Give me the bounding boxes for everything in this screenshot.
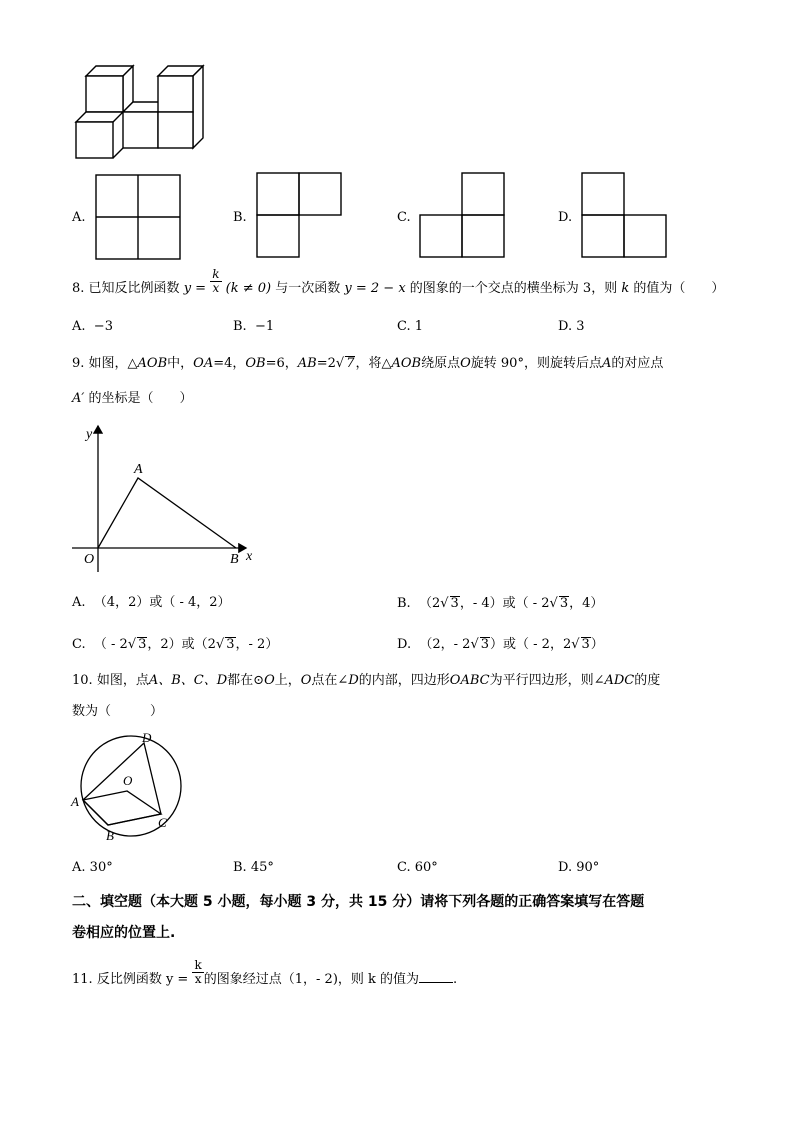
q10-option-c-letter: C. bbox=[397, 860, 411, 875]
q9-o: O bbox=[460, 356, 471, 371]
q9-eq2: =2 bbox=[316, 356, 336, 371]
q10-option-d-letter: D. bbox=[558, 860, 573, 875]
q10-point-a-label: A bbox=[71, 794, 79, 809]
q10-o2: O bbox=[300, 673, 312, 688]
q9-oa: OA bbox=[193, 356, 214, 371]
q9-option-d-r2: 3 bbox=[581, 637, 590, 652]
q9-text-b: 中， bbox=[167, 356, 194, 371]
q9-option-c-r2: 3 bbox=[226, 637, 235, 652]
q9-option-b-p1: （2 bbox=[418, 596, 441, 611]
q10-option-c-value: 60° bbox=[414, 860, 438, 875]
q8-option-b[interactable] bbox=[233, 320, 274, 333]
q10-text-c: 上， bbox=[274, 673, 301, 688]
q10-point-o-label: O bbox=[123, 773, 133, 788]
q8-option-a-value: −3 bbox=[93, 319, 113, 334]
q10-oabc: OABC bbox=[449, 673, 490, 688]
q10-adc: ADC bbox=[604, 673, 635, 688]
q9-sqrt7: 7 bbox=[346, 356, 355, 371]
q10-point-c-label: C bbox=[158, 815, 167, 830]
q9-option-b-r2: 3 bbox=[559, 596, 569, 611]
q10-d: D bbox=[348, 673, 359, 688]
q10-text-g: 的度 bbox=[634, 673, 661, 688]
q9-text-c: ，将△ bbox=[355, 356, 392, 371]
q7-option-a-label: A. bbox=[72, 210, 86, 225]
q10-text-f: 为平行四边形，则∠ bbox=[489, 673, 605, 688]
q7-option-a-figure bbox=[95, 174, 185, 264]
q11-text-a: 反比例函数 y = bbox=[96, 972, 189, 987]
q9-aob: AOB bbox=[137, 356, 168, 371]
q10-option-a-letter: A. bbox=[72, 860, 86, 875]
q8-option-c[interactable] bbox=[397, 320, 423, 333]
q9-eq4: =4， bbox=[213, 356, 246, 371]
q10-option-b-value: 45° bbox=[250, 860, 274, 875]
q10-stem-line1 bbox=[72, 674, 660, 687]
q9-point-o-label: O bbox=[84, 552, 95, 567]
q11-frac-num: k bbox=[194, 958, 202, 973]
q10-text-d: 点在∠ bbox=[311, 673, 349, 688]
q9-option-c-p2: ，2）或（2 bbox=[147, 637, 216, 652]
q8-frac-den: x bbox=[212, 281, 220, 295]
q9-option-a-text: （4，2）或（ - 4，2） bbox=[93, 595, 231, 610]
q9-aprime: A′ bbox=[72, 391, 85, 406]
q9-x-axis-label: x bbox=[246, 549, 253, 564]
q9-option-a-letter: A. bbox=[72, 595, 86, 610]
q8-stem bbox=[72, 267, 725, 296]
q8-option-a-letter: A. bbox=[72, 319, 86, 334]
q9-option-c-letter: C. bbox=[72, 637, 86, 652]
q9-point-a-label: A bbox=[134, 462, 143, 477]
q8-linear: y = 2 − x bbox=[344, 281, 406, 296]
q9-option-d-p1: （2，- 2 bbox=[419, 637, 471, 652]
q10-o: O bbox=[264, 673, 275, 688]
q8-option-d-value: 3 bbox=[576, 319, 585, 334]
q10-option-a-value: 30° bbox=[89, 860, 113, 875]
q11-answer-blank[interactable] bbox=[419, 970, 453, 983]
q7-option-b-label: B. bbox=[233, 210, 247, 225]
q9-number: 9. bbox=[72, 356, 85, 371]
q8-y-eq: y = bbox=[183, 281, 207, 296]
q10-number: 10. bbox=[72, 673, 93, 688]
q10-point-d-label: D bbox=[142, 730, 152, 745]
q7-option-b-figure bbox=[256, 172, 346, 262]
q9-a: A bbox=[601, 356, 612, 371]
q8-k: k bbox=[621, 281, 630, 296]
q10-circle-figure bbox=[70, 728, 190, 843]
q8-text-before: 已知反比例函数 bbox=[88, 281, 180, 296]
q11-text-b: 的图象经过点（1，- 2)，则 k 的值为 bbox=[203, 972, 420, 987]
q9-option-d-p3: ） bbox=[590, 637, 604, 652]
q9-stem-line1: 9. 如图，△AOB中，OA=4，OB=6，AB=2√ 7，将△AOB绕原点O旋转 90°，则旋转后点A的对应点 bbox=[72, 356, 664, 371]
q9-text-f: 的对应点 bbox=[611, 356, 664, 371]
q8-tail: 的值为（ ） bbox=[633, 281, 725, 296]
q9-text-e: 旋转 90°，则旋转后点 bbox=[470, 356, 602, 371]
q8-option-d-letter: D. bbox=[558, 319, 573, 334]
q7-option-d-figure bbox=[581, 172, 671, 262]
q9-ob: OB bbox=[245, 356, 266, 371]
q10-points: A、B、C、D bbox=[148, 673, 228, 688]
q9-option-d-r1: 3 bbox=[480, 637, 490, 652]
q9-option-c-r1: 3 bbox=[138, 637, 147, 652]
q8-option-a[interactable] bbox=[72, 320, 113, 333]
q10-text-e: 的内部，四边形 bbox=[358, 673, 450, 688]
q9-option-a[interactable] bbox=[72, 596, 231, 609]
q8-frac-num: k bbox=[212, 267, 220, 282]
q9-option-b-p3: ，4） bbox=[569, 596, 604, 611]
q8-condition: (k ≠ 0) bbox=[225, 281, 272, 296]
q8-option-c-value: 1 bbox=[414, 319, 424, 334]
q9-option-d-p2: ）或（ - 2，2 bbox=[490, 637, 572, 652]
q9-eq6: =6， bbox=[265, 356, 298, 371]
q10-option-c[interactable] bbox=[397, 861, 438, 874]
q8-text-after: 的图象的一个交点的横坐标为 3，则 bbox=[409, 281, 618, 296]
q9-option-b-letter: B. bbox=[397, 596, 411, 611]
q9-option-c[interactable]: C. （ - 2√ 3，2）或（2√ 3，- 2） bbox=[72, 637, 279, 652]
q7-option-d-label: D. bbox=[558, 210, 573, 225]
q10-option-a[interactable] bbox=[72, 861, 113, 874]
q8-option-b-letter: B. bbox=[233, 319, 247, 334]
q10-option-b[interactable] bbox=[233, 861, 274, 874]
q9-option-d-letter: D. bbox=[397, 637, 412, 652]
q8-option-d[interactable] bbox=[558, 320, 585, 333]
q10-option-b-letter: B. bbox=[233, 860, 247, 875]
q11-fraction bbox=[192, 959, 203, 985]
q7-option-c-figure bbox=[419, 172, 509, 262]
q9-text-a: 如图，△ bbox=[88, 356, 138, 371]
q8-fraction bbox=[210, 268, 221, 294]
q8-number: 8. bbox=[72, 281, 85, 296]
q9-coordinate-figure bbox=[70, 422, 270, 572]
q10-point-b-label: B bbox=[106, 828, 114, 843]
q9-aob2: AOB bbox=[391, 356, 422, 371]
q10-text-a: 如图，点 bbox=[96, 673, 149, 688]
q8-option-b-value: −1 bbox=[254, 319, 275, 334]
q9-option-c-p3: ，- 2） bbox=[235, 637, 279, 652]
q10-option-d-value: 90° bbox=[576, 860, 600, 875]
q9-option-b-r1: 3 bbox=[450, 596, 459, 611]
q9-option-c-p1: （ - 2 bbox=[93, 637, 128, 652]
q8-mid: 与一次函数 bbox=[275, 281, 341, 296]
q9-stem-line2 bbox=[72, 392, 193, 405]
q8-option-c-letter: C. bbox=[397, 319, 411, 334]
cube-stack-figure bbox=[72, 62, 212, 162]
q9-ab: AB bbox=[297, 356, 317, 371]
q11-number: 11. bbox=[72, 972, 93, 987]
q9-option-b-p2: ，- 4）或（ - 2 bbox=[459, 596, 550, 611]
q9-point-b-label: B bbox=[230, 552, 239, 567]
q9-text-line2: 的坐标是（ ） bbox=[88, 391, 193, 406]
q9-y-axis-label: y bbox=[86, 427, 93, 442]
q9-option-b[interactable]: B. （2√ 3，- 4）或（ - 2√ 3，4） bbox=[397, 596, 604, 611]
q9-option-d[interactable]: D. （2，- 2√ 3）或（ - 2，2√ 3） bbox=[397, 637, 604, 652]
section-2-heading-line2: 卷相应的位置上. bbox=[72, 925, 176, 941]
q11-frac-den: x bbox=[194, 972, 202, 986]
q11-stem bbox=[72, 958, 458, 987]
section-2-heading-line1: 二、填空题（本大题 5 小题，每小题 3 分，共 15 分）请将下列各题的正确答案填写在答题 bbox=[72, 894, 645, 910]
q9-text-d: 绕原点 bbox=[421, 356, 461, 371]
q10-text-b: 都在⊙ bbox=[227, 673, 265, 688]
q7-option-c-label: C. bbox=[397, 210, 411, 225]
q11-end: . bbox=[453, 972, 458, 987]
q10-stem-line2: 数为（ ） bbox=[72, 704, 164, 719]
q10-option-d[interactable] bbox=[558, 861, 599, 874]
